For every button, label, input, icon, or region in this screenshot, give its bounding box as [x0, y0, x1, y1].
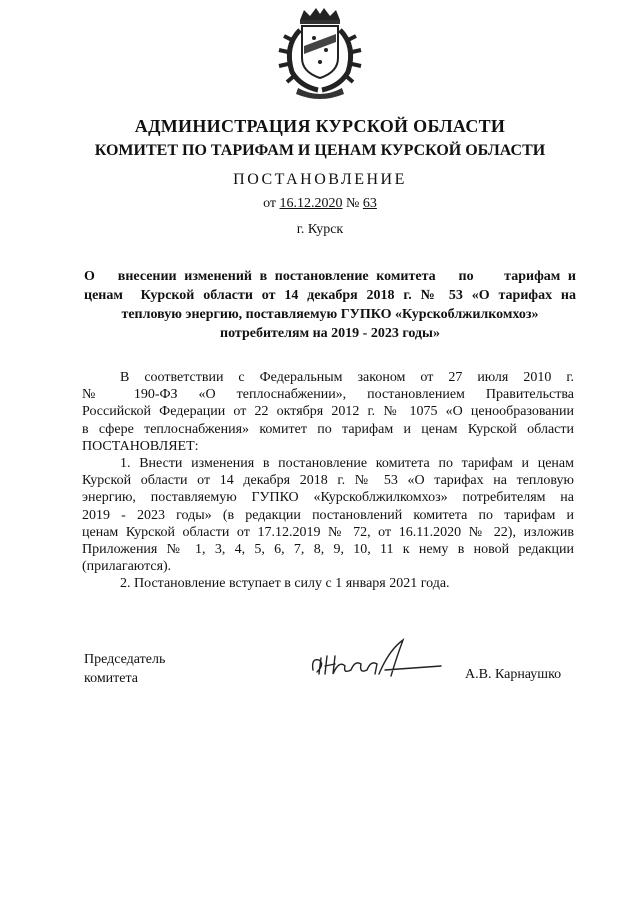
document-body — [82, 369, 574, 593]
signatory-title-line: Председатель — [84, 652, 166, 667]
item-line: энергию, поставляемую ГУПКО «Курскоблжилкомхоз» потребителям на — [82, 490, 574, 506]
document-number: 63 — [362, 196, 377, 211]
signatory-name: А.В. Карнаушко — [465, 667, 562, 682]
body-line: в сфере теплоснабжения» комитет по тарифам и ценам Курской области — [82, 421, 574, 437]
body-line: Российской Федерации от 22 октября 2012 г. № 1075 «О ценообразовании — [82, 404, 574, 420]
number-prefix: № — [346, 196, 360, 211]
item-line: (прилагаются). — [82, 559, 172, 575]
document-subject — [84, 267, 576, 343]
subject-line: потребителям на 2019 - 2023 годы» — [220, 326, 440, 341]
item-line: Курской области от 14 декабря 2018 г. № 53 «О тарифах на тепловую — [82, 473, 574, 489]
item-line: Приложения № 1, 3, 4, 5, 6, 7, 8, 9, 10, 11 к нему в новой редакции — [82, 542, 574, 558]
item-line: 1. Внести изменения в постановление комитета по тарифам и ценам — [120, 456, 574, 472]
date-number-line — [0, 196, 640, 212]
item-line: 2019 - 2023 годы» (в редакции постановлений комитета по тарифам и — [82, 507, 574, 523]
subject-line: О внесении изменений в постановление комитета по тарифам и — [84, 269, 576, 284]
body-line: ПОСТАНОВЛЯЕТ: — [82, 438, 199, 454]
document-type: ПОСТАНОВЛЕНИЕ — [233, 171, 407, 188]
document-date: 16.12.2020 — [279, 196, 343, 211]
signatory-title — [84, 650, 165, 688]
item-line: ценам Курской области от 17.12.2019 № 72, от 16.11.2020 № 22), изложив — [82, 524, 574, 540]
coat-of-arms-emblem — [270, 6, 370, 100]
signatory-title-line: комитета — [84, 671, 139, 686]
body-line: № 190-ФЗ «О теплоснабжении», постановлением Правительства — [82, 387, 574, 403]
item-line: 2. Постановление вступает в силу с 1 января 2021 года. — [120, 576, 450, 592]
committee-title: КОМИТЕТ ПО ТАРИФАМ И ЦЕНАМ КУРСКОЙ ОБЛАСТИ — [94, 142, 546, 159]
body-line: В соответствии с Федеральным законом от 27 июля 2010 г. — [120, 370, 574, 385]
city: г. Курск — [296, 222, 344, 237]
subject-line: тепловую энергию, поставляемую ГУПКО «Курскоблжилкомхоз» — [121, 307, 539, 322]
subject-line: ценам Курской области от 14 декабря 2018 г. № 53 «О тарифах на — [84, 288, 576, 303]
handwritten-signature — [305, 630, 455, 685]
date-prefix: от — [263, 196, 277, 211]
org-title: АДМИНИСТРАЦИЯ КУРСКОЙ ОБЛАСТИ — [134, 116, 506, 136]
